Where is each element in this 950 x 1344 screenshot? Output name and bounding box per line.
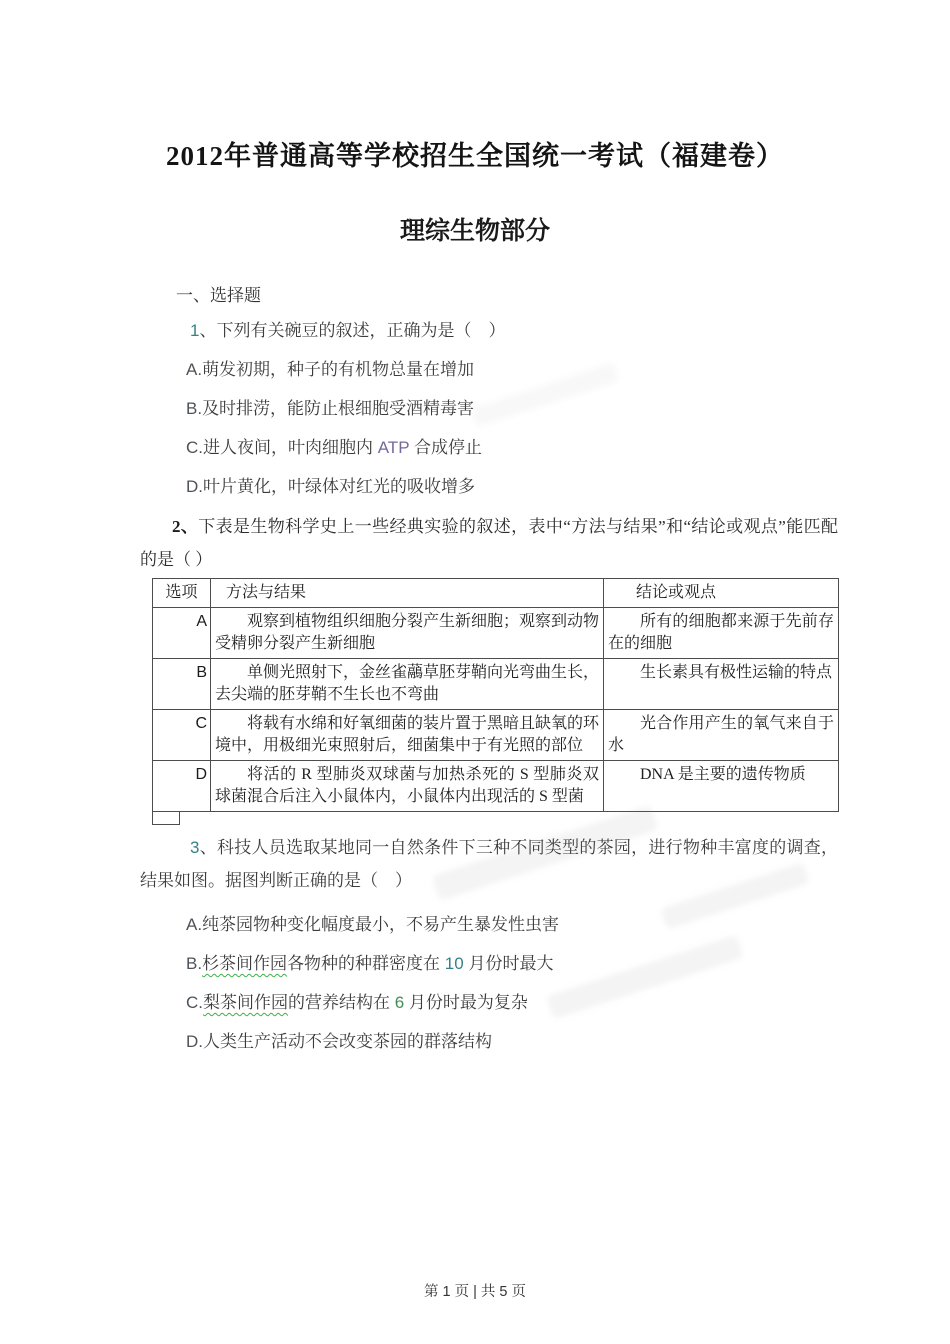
table-row-d bbox=[153, 761, 839, 812]
option-letter: A. bbox=[186, 360, 203, 379]
doc-subtitle: 理综生物部分 bbox=[399, 217, 550, 245]
option-text: 萌发初期，种子的有机物总量在增加 bbox=[202, 360, 475, 379]
question-1-option-d bbox=[186, 475, 838, 498]
question-1-stem bbox=[190, 320, 838, 342]
cell-method: 单侧光照射下，金丝雀虉草胚芽鞘向光弯曲生长，去尖端的胚芽鞘不生长也不弯曲 bbox=[211, 659, 604, 710]
question-1-option-c bbox=[186, 436, 838, 459]
option-text: 月份时最为复杂 bbox=[404, 993, 528, 1012]
question-3-text: 科技人员选取某地同一自然条件下三种不同类型的茶园，进行物种丰富度的调查，结果如图。据图判断正确的是（ ） bbox=[140, 838, 838, 890]
question-2-text: 下表是生物科学史上一些经典实验的叙述，表中“方法与结果”和“结论或观点”能匹配的是（ ） bbox=[140, 517, 838, 569]
question-3-option-c bbox=[186, 991, 838, 1014]
question-1-option-a bbox=[186, 358, 838, 381]
page-title: 2012年普通高等学校招生全国统一考试（福建卷） bbox=[166, 141, 784, 171]
question-3-option-a bbox=[186, 913, 838, 936]
option-letter: C. bbox=[186, 438, 203, 457]
cell-method: 将活的 R 型肺炎双球菌与加热杀死的 S 型肺炎双球菌混合后注入小鼠体内，小鼠体内出现活的 S 型菌 bbox=[211, 761, 604, 812]
table-row-c bbox=[153, 710, 839, 761]
option-text: 纯茶园物种变化幅度最小，不易产生暴发性虫害 bbox=[202, 915, 560, 934]
header-method: 方法与结果 bbox=[211, 579, 604, 608]
cell-method: 观察到植物组织细胞分裂产生新细胞；观察到动物受精卵分裂产生新细胞 bbox=[211, 608, 604, 659]
header-conclusion: 结论或观点 bbox=[604, 579, 839, 608]
option-text: 人类生产活动不会改变茶园的群落结构 bbox=[203, 1032, 492, 1051]
question-3-separator: 、 bbox=[199, 838, 217, 857]
cell-option-letter: B bbox=[153, 659, 211, 710]
question-2-separator: 、 bbox=[180, 517, 199, 536]
atp-highlight: ATP bbox=[377, 438, 410, 457]
option-letter: C. bbox=[186, 993, 203, 1012]
page-footer: 第 1 页 | 共 5 页 bbox=[423, 1284, 527, 1300]
cell-option-letter: A bbox=[153, 608, 211, 659]
table-edge-artifact bbox=[152, 812, 180, 825]
question-3-number: 3 bbox=[190, 838, 200, 857]
table-row-b bbox=[153, 659, 839, 710]
option-letter: A. bbox=[186, 915, 203, 934]
cell-conclusion: DNA 是主要的遗传物质 bbox=[604, 761, 839, 812]
number-highlight: 6 bbox=[394, 993, 405, 1012]
option-text: 各物种的种群密度在 bbox=[287, 954, 445, 973]
question-1-option-b bbox=[186, 397, 838, 420]
cell-method: 将载有水绵和好氧细菌的装片置于黑暗且缺氧的环境中，用极细光束照射后，细菌集中于有光照的部位 bbox=[211, 710, 604, 761]
question-3-option-b bbox=[186, 952, 838, 975]
option-text: 进人夜间，叶肉细胞内 bbox=[203, 438, 378, 457]
spellcheck-underlined-text: 杉茶间作园 bbox=[202, 954, 288, 973]
cell-conclusion: 光合作用产生的氧气来自于水 bbox=[604, 710, 839, 761]
question-2-number: 2 bbox=[172, 517, 181, 536]
document-body bbox=[140, 286, 838, 1053]
cell-conclusion: 所有的细胞都来源于先前存在的细胞 bbox=[604, 608, 839, 659]
cell-conclusion: 生长素具有极性运输的特点 bbox=[604, 659, 839, 710]
cell-option-letter: C bbox=[153, 710, 211, 761]
header-option: 选项 bbox=[153, 579, 211, 608]
option-text: 的营养结构在 bbox=[288, 993, 395, 1012]
question-1-text: 下列有关碗豆的叙述，正确为是（ ） bbox=[216, 321, 506, 340]
option-letter: D. bbox=[186, 1032, 203, 1051]
question-2-stem bbox=[140, 510, 838, 576]
section-heading: 一、选择题 bbox=[176, 286, 261, 305]
experiments-table bbox=[152, 578, 839, 812]
option-letter: B. bbox=[186, 399, 203, 418]
option-letter: B. bbox=[186, 954, 203, 973]
cell-option-letter: D bbox=[153, 761, 211, 812]
spellcheck-underlined-text: 梨茶间作园 bbox=[203, 993, 288, 1012]
option-text: 月份时最大 bbox=[463, 954, 554, 973]
option-text: 及时排涝，能防止根细胞受酒精毒害 bbox=[202, 399, 475, 418]
question-1-number: 1 bbox=[190, 321, 200, 340]
option-letter: D. bbox=[186, 477, 203, 496]
number-highlight: 10 bbox=[444, 954, 464, 973]
question-3-option-d bbox=[186, 1030, 838, 1053]
option-text: 合成停止 bbox=[409, 438, 482, 457]
table-header-row bbox=[153, 579, 839, 608]
question-1-separator: 、 bbox=[199, 321, 217, 340]
option-text: 叶片黄化，叶绿体对红光的吸收增多 bbox=[203, 477, 475, 496]
table-row-a bbox=[153, 608, 839, 659]
question-3-stem bbox=[140, 831, 838, 897]
